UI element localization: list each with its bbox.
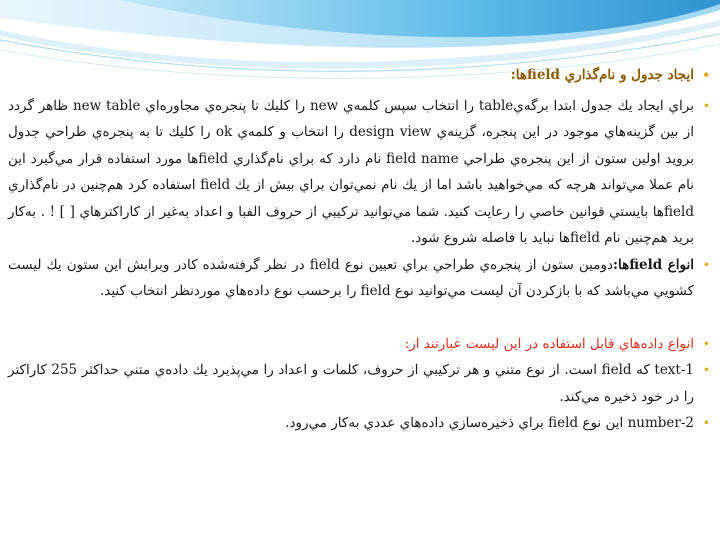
bullet-icon: • [702,336,710,351]
bullet-icon: • [702,257,710,272]
bullet-icon: • [702,98,710,113]
text-type-text: text-1 كه field است. از نوع متني و هر تركيبي از حروف، كلمات و اعداد را مي‌پذيرد يك داده‌ي متني حداكثر 255 كاراكتر را در خود ذخيره مي‌كند. [8,362,694,405]
bullet-icon: • [702,416,710,430]
heading-item [8,62,714,89]
text-type-item [8,357,714,410]
paragraph-text: براي ايجاد يك جدول ابتدا برگه‌يtable را انتخاب سپس كلمه‌ي new را كليك تا پنجره‌ي مجاوره‌اي new table ظاهر گردد از بين گزينه‌هاي موجود در اين پنجره، گزينه‌ي design view را انتخاب و كلمه‌ي ok را كليك تا به پنجره‌ي طراحي جدول برويد اولين ستون از اين پنجره‌ي طراحي field name نام دارد كه براي نام‌گذاري fieldها مورد استفاده قرار مي‌گيرد اين نام عملا مي‌تواند هرچه كه مي‌خواهيد باشد اما از يك نام نمي‌توان براي بيش از يك field استفاده كرد هم‌چنين در نام‌گذاري fieldها بايستي قوانين خاصي را رعايت كنيد. شما مي‌توانيد تركيبي از حروف الفبا و اعداد به‌غير از كاراكترهاي [ ] ! . به‌كار بريد هم‌چنين نام fieldها نبايد با فاصله شروع شود. [8,97,694,246]
bullet-icon: • [702,68,710,82]
spacer [8,305,714,331]
number-type-item [8,410,714,437]
slide-content [8,62,714,437]
field-types-body: دومين ستون از پنجره‌ي طراحي براي تعيين نوع field در نظر گرفته‌شده كادر ويرايش اين ستون يك ليست كشويي مي‌باشد كه با بازكردن آن ليست مي‌توانيد نوع field را برحسب نوع داده‌هاي موردنظر انتخاب كنيد. [8,256,694,299]
heading-text: ايجاد جدول و نام‌گذاري fieldها: [510,67,694,83]
paragraph-create-table [8,93,714,252]
number-type-text: number-2 اين نوع field براي ذخيره‌سازي داده‌هاي عددي به‌كار مي‌رود. [285,415,694,431]
data-types-intro-text: انواع داده‌هاي قابل استفاده در اين ليست عبارتند از: [404,335,694,352]
field-types-title: انواع fieldها: [613,256,694,273]
data-types-intro [8,331,714,358]
bullet-icon: • [702,363,710,377]
paragraph-field-types [8,252,714,305]
